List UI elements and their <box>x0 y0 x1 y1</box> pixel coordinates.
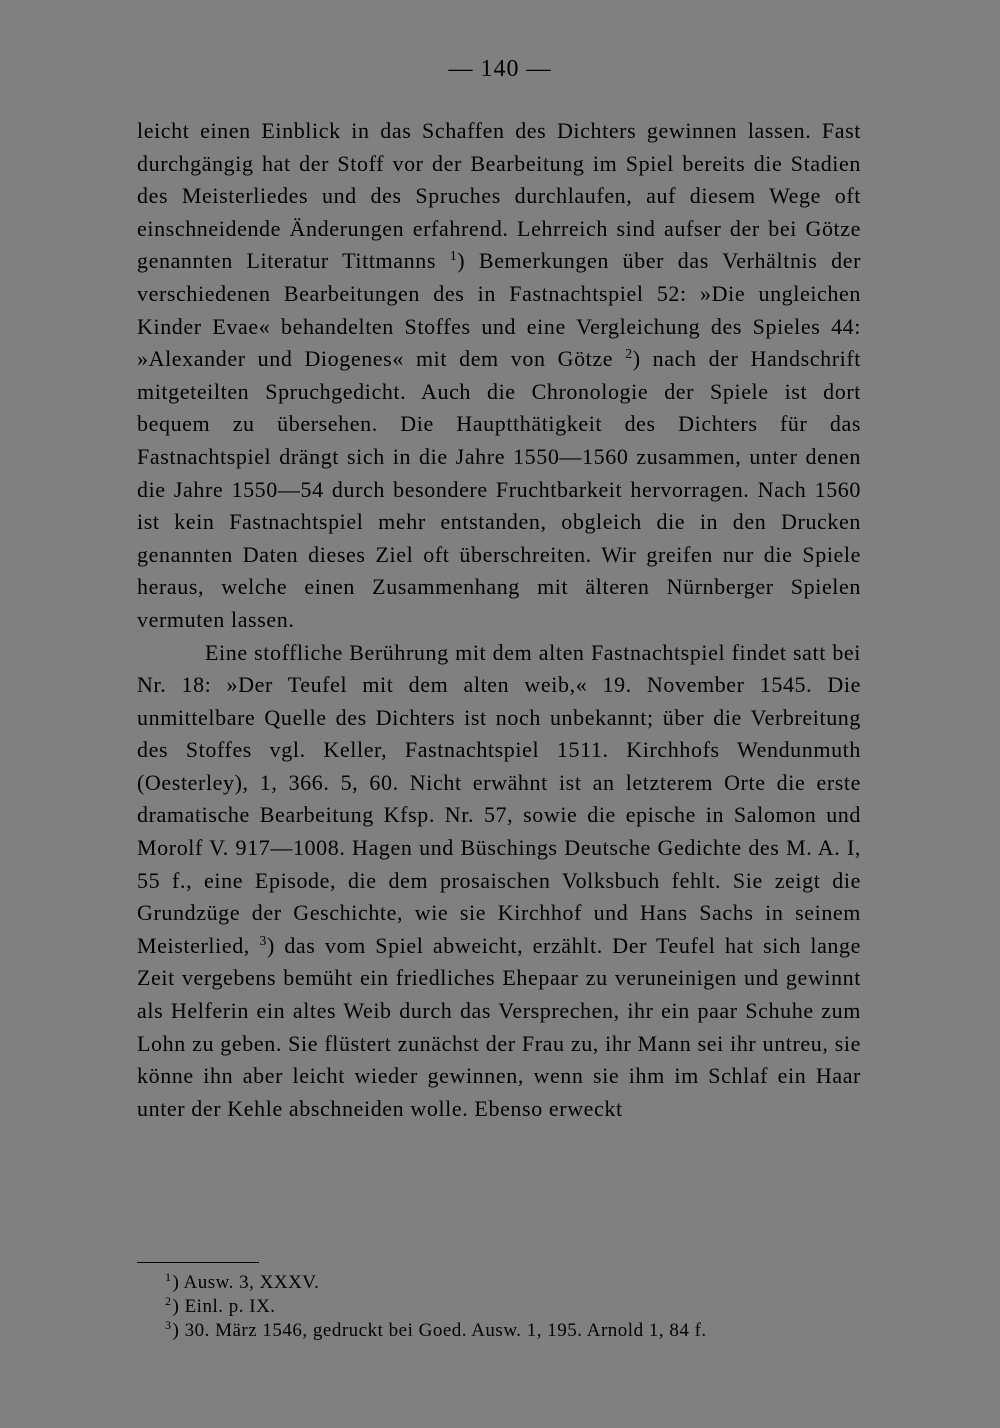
footnote <box>165 1295 865 1319</box>
page-number: — 140 — <box>448 56 552 82</box>
footnote-text: ) Ausw. 3, XXXV. <box>172 1272 320 1293</box>
text-run: ) Bemerkungen über das Verhältnis der verschiedenen Bearbeitungen des in Fastnachtspiel 52: »Die ungleichen Kinder Evae« behandelten Stoffes und eine Vergleichung des Spieles 44: »Alexander und Diogenes« mit dem von Götze <box>137 248 862 372</box>
paragraph <box>137 637 861 1126</box>
paragraph <box>137 115 861 637</box>
footnote-separator <box>137 1262 259 1263</box>
body-text <box>137 115 861 1125</box>
text-run: Eine stoffliche Berührung mit dem alten Fastnachtspiel findet satt bei Nr. 18: »Der Teufel mit dem alten weib,« 19. November 1545. Die unmittelbare Quelle des Dichters ist noch unbekannt; über die Verbreitung des Stoffes vgl. Keller, Fastnachtspiel 1511. Kirchhofs Wendunmuth (Oesterley), 1, 366. 5, 60. Nicht erwähnt ist an letzterem Orte die erste dramatische Bearbeitung Kfsp. Nr. 57, sowie die epische in Salomon und Morolf V. 917—1008. Hagen und Büschings Deutsche Gedichte des M. A. I, 55 f., eine Episode, die dem prosaischen Volksbuch fehlt. Sie zeigt die Grundzüge der Geschichte, wie sie Kirchhof und Hans Sachs in seinem Meisterlied, <box>137 639 861 958</box>
text-run: leicht einen Einblick in das Schaffen des Dichters gewinnen lassen. Fast durchgängig hat der Stoff vor der Bearbeitung im Spiel bereits die Stadien des Meisterliedes und des Spruches durchlaufen, auf diesem Wege oft einschneidende Änderungen erfahrend. Lehrreich sind aufser der bei Götze genannten Literatur Tittmanns <box>137 118 861 274</box>
footnote-marker: 1 <box>449 249 458 265</box>
footnotes <box>165 1271 865 1343</box>
text-run: ) das vom Spiel abweicht, erzählt. Der Teufel hat sich lange Zeit vergebens bemüht ein friedliches Ehepaar zu veruneinigen und gewinnt als Helferin ein altes Weib durch das Versprechen, ihr ein paar Schuhe zum Lohn zu geben. Sie flüstert zunächst der Frau zu, ihr Mann sei ihr untreu, sie könne ihn aber leicht wieder gewinnen, wenn sie ihm im Schlaf ein Haar unter der Kehle abschneiden wolle. Ebenso erweckt <box>137 932 861 1121</box>
footnote-text: ) 30. März 1546, gedruckt bei Goed. Ausw. 1, 195. Arnold 1, 84 f. <box>172 1320 707 1341</box>
footnote-number: 2 <box>165 1294 172 1308</box>
footnote-marker: 3 <box>259 933 267 949</box>
footnote-number: 3 <box>165 1318 172 1332</box>
footnote-number: 1 <box>165 1270 172 1284</box>
text-run: ) nach der Handschrift mitgeteilten Spruchgedicht. Auch die Chronologie der Spiele ist dort bequem zu übersehen. Die Hauptthätigkeit des Dichters für das Fastnachtspiel drängt sich in die Jahre 1550—1560 zusammen, unter denen die Jahre 1550—54 durch besondere Fruchtbarkeit hervorragen. Nach 1560 ist kein Fastnachtspiel mehr entstanden, obgleich die in den Drucken genannten Daten dieses Ziel oft überschreiten. Wir greifen nur die Spiele heraus, welche einen Zusammenhang mit älteren Nürnberger Spielen vermuten lassen. <box>137 346 861 632</box>
footnote <box>165 1319 865 1343</box>
footnote-marker: 2 <box>625 347 633 363</box>
footnote <box>165 1271 865 1295</box>
footnote-text: ) Einl. p. IX. <box>172 1296 276 1317</box>
